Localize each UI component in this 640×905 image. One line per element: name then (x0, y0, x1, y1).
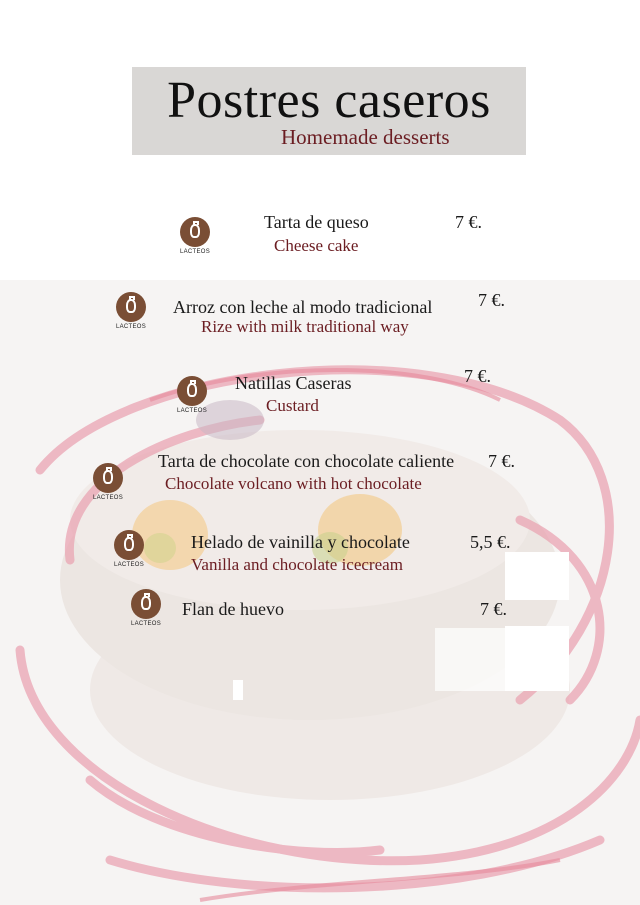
item-name-en: Custard (266, 396, 319, 415)
item-name-en: Chocolate volcano with hot chocolate (165, 474, 422, 493)
dairy-jug-icon (88, 463, 128, 501)
item-price: 7 €. (464, 366, 491, 386)
icon-caption: LACTEOS (115, 324, 147, 330)
page-title: Postres caseros (167, 72, 491, 129)
item-price: 5,5 €. (470, 532, 511, 552)
icon-caption: LACTEOS (113, 562, 145, 568)
item-name-es: Arroz con leche al modo tradicional (173, 297, 433, 317)
title-box (132, 67, 526, 155)
item-price: 7 €. (480, 599, 507, 619)
item-name-es: Flan de huevo (182, 599, 284, 619)
item-price: 7 €. (478, 290, 505, 310)
item-price: 7 €. (455, 212, 482, 232)
item-name-en: Vanilla and chocolate icecream (191, 555, 403, 574)
item-name-es: Tarta de queso (264, 212, 369, 232)
icon-caption: LACTEOS (179, 249, 211, 255)
dairy-jug-icon (111, 292, 151, 330)
dairy-jug-icon (172, 376, 212, 414)
dairy-jug-icon (109, 530, 149, 568)
item-name-es: Tarta de chocolate con chocolate caliente (158, 451, 455, 471)
item-name-es: Helado de vainilla y chocolate (191, 532, 410, 552)
icon-caption: LACTEOS (130, 621, 162, 627)
item-price: 7 €. (488, 451, 515, 471)
dairy-jug-icon (175, 217, 215, 255)
icon-caption: LACTEOS (176, 408, 208, 414)
dairy-jug-icon (126, 589, 166, 627)
icon-caption: LACTEOS (92, 495, 124, 501)
item-name-en: Cheese cake (274, 236, 359, 255)
item-name-en: Rize with milk traditional way (201, 317, 409, 336)
item-name-es: Natillas Caseras (235, 373, 352, 393)
page-subtitle: Homemade desserts (281, 125, 450, 149)
